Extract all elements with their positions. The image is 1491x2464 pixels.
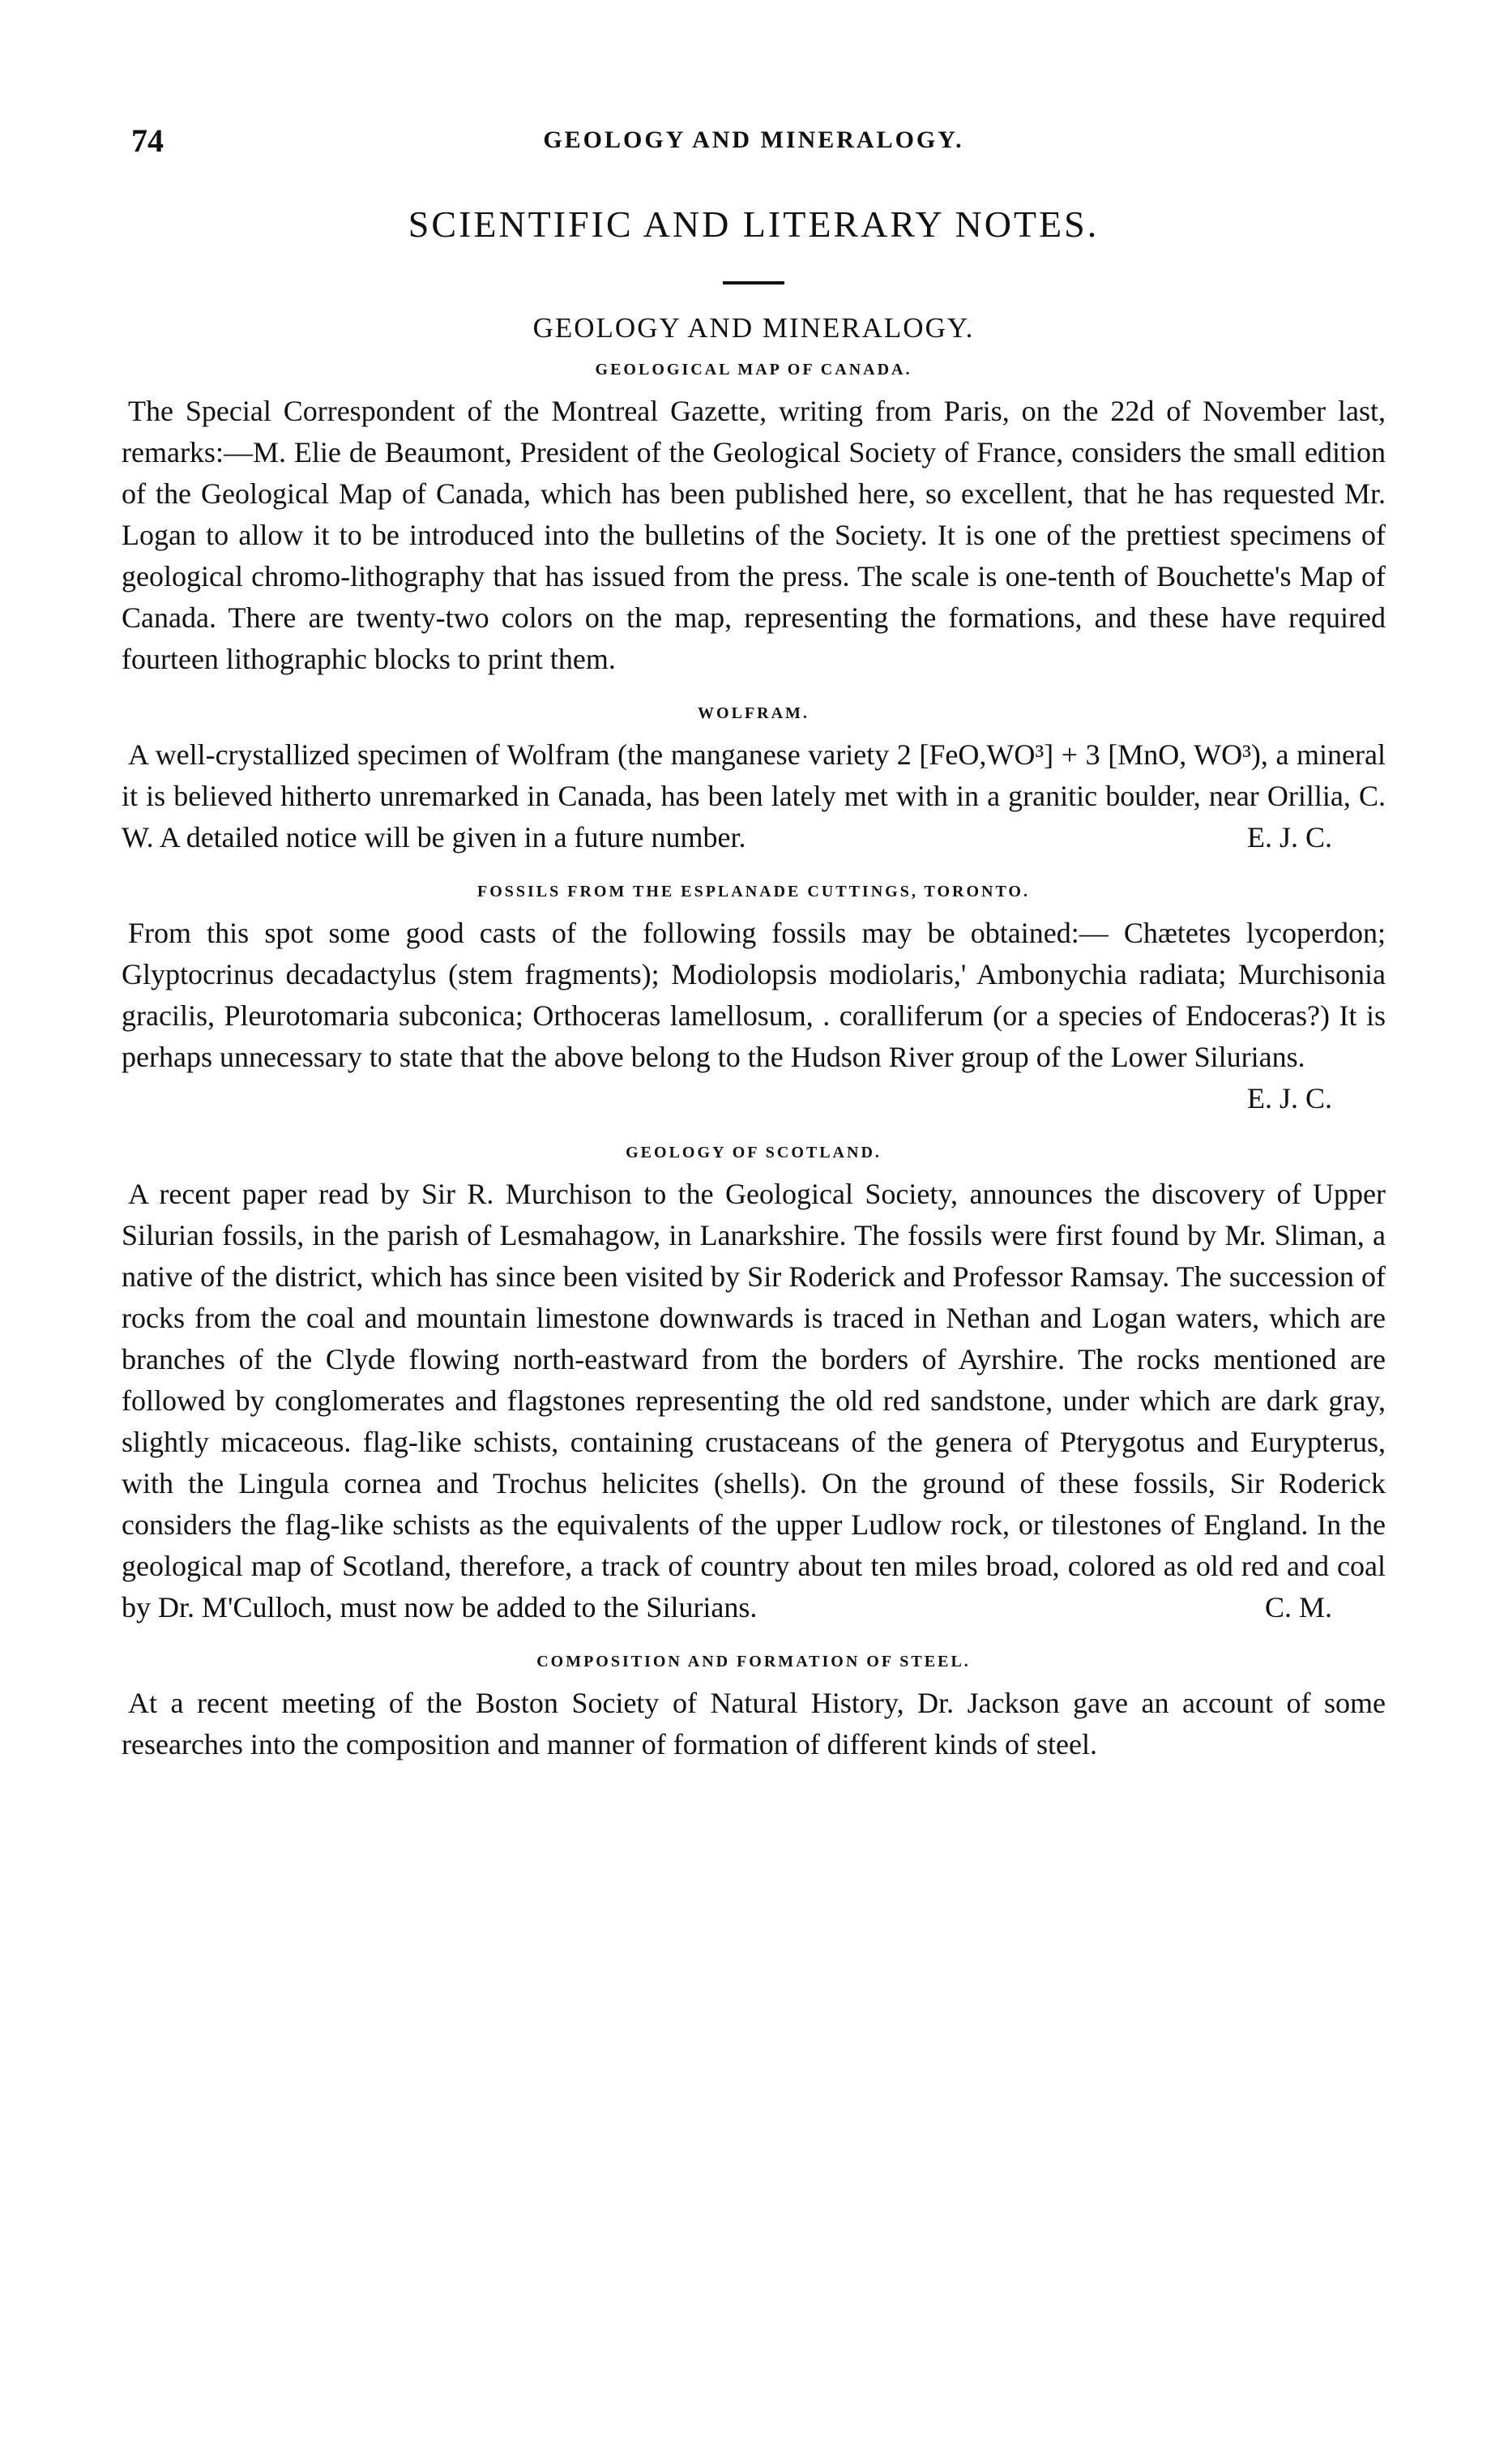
article-heading-scotland: GEOLOGY OF SCOTLAND.	[626, 1144, 882, 1161]
article-heading-fossils: FOSSILS FROM THE ESPLANADE CUTTINGS, TORONTO.	[477, 883, 1030, 900]
article-heading-wolfram: WOLFRAM.	[698, 704, 810, 722]
article-body: From this spot some good casts of the following fossils may be obtained:— Chætetes lycoperdon; Glyptocrinus decadactylus (stem fragments); Modiolopsis modiolaris,' Ambonychia radiata; Murchisonia gracilis, Pleurotomaria subconica; Orthoceras lamellosum, . coralliferum (or a species of Endoceras?) It is perhaps unnecessary to state that the above belong to the Hudson River group of the Lower Silurians.	[122, 917, 1386, 1073]
article-signature: E. J. C.	[1246, 1082, 1332, 1114]
article-text-geological-map	[122, 391, 1386, 680]
running-title: GEOLOGY AND MINERALOGY.	[543, 126, 964, 153]
main-title: SCIENTIFIC AND LITERARY NOTES.	[408, 203, 1100, 245]
article-signature: E. J. C.	[1246, 821, 1332, 853]
article-signature: C. M.	[1264, 1591, 1332, 1623]
running-head	[122, 122, 1386, 170]
article-text-scotland	[122, 1174, 1386, 1628]
article-body: The Special Correspondent of the Montreal Gazette, writing from Paris, on the 22d of November last, remarks:—M. Elie de Beaumont, President of the Geological Society of France, considers the small edition of the Geological Map of Canada, which has been published here, so excellent, that he has requested Mr. Logan to allow it to be introduced into the bulletins of the Society. It is one of the prettiest specimens of geological chromo-lithography that has issued from the press. The scale is one-tenth of Bouchette's Map of Canada. There are twenty-two colors on the map, representing the formations, and these have required fourteen lithographic blocks to print them.	[122, 395, 1386, 675]
article-heading-steel: COMPOSITION AND FORMATION OF STEEL.	[536, 1653, 971, 1670]
article-heading-geological-map: GEOLOGICAL MAP OF CANADA.	[595, 361, 912, 379]
section-title: GEOLOGY AND MINERALOGY.	[532, 312, 975, 344]
article-body: A well-crystallized specimen of Wolfram (the manganese variety 2 [FeO,WO³] + 3 [MnO, WO³), a mineral it is believed hitherto unremarked in Canada, has been lately met with in a granitic boulder, near Orillia, C. W. A detailed notice will be given in a future number.	[122, 738, 1386, 853]
article-body: At a recent meeting of the Boston Society of Natural History, Dr. Jackson gave an account of some researches into the composition and manner of formation of different kinds of steel.	[122, 1687, 1386, 1760]
article-text-wolfram	[122, 734, 1386, 858]
page	[122, 122, 1386, 1765]
page-number: 74	[131, 122, 164, 159]
article-text-fossils	[122, 913, 1386, 1119]
article-body: A recent paper read by Sir R. Murchison to the Geological Society, announces the discovery of Upper Silurian fossils, in the parish of Lesmahagow, in Lanarkshire. The fossils were first found by Mr. Sliman, a native of the district, which has since been visited by Sir Roderick and Professor Ramsay. The succession of rocks from the coal and mountain limestone downwards is traced in Nethan and Logan waters, which are branches of the Clyde flowing north-eastward from the borders of Ayrshire. The rocks mentioned are followed by conglomerates and flagstones representing the old red sandstone, under which are dark gray, slightly micaceous. flag-like schists, containing crustaceans of the genera of Pterygotus and Eurypterus, with the Lingula cornea and Trochus helicites (shells). On the ground of these fossils, Sir Roderick considers the flag-like schists as the equivalents of the upper Ludlow rock, or tilestones of England. In the geological map of Scotland, therefore, a track of country about ten miles broad, colored as old red and coal by Dr. M'Culloch, must now be added to the Silurians.	[122, 1178, 1386, 1623]
title-rule	[723, 281, 784, 284]
article-text-steel	[122, 1683, 1386, 1765]
